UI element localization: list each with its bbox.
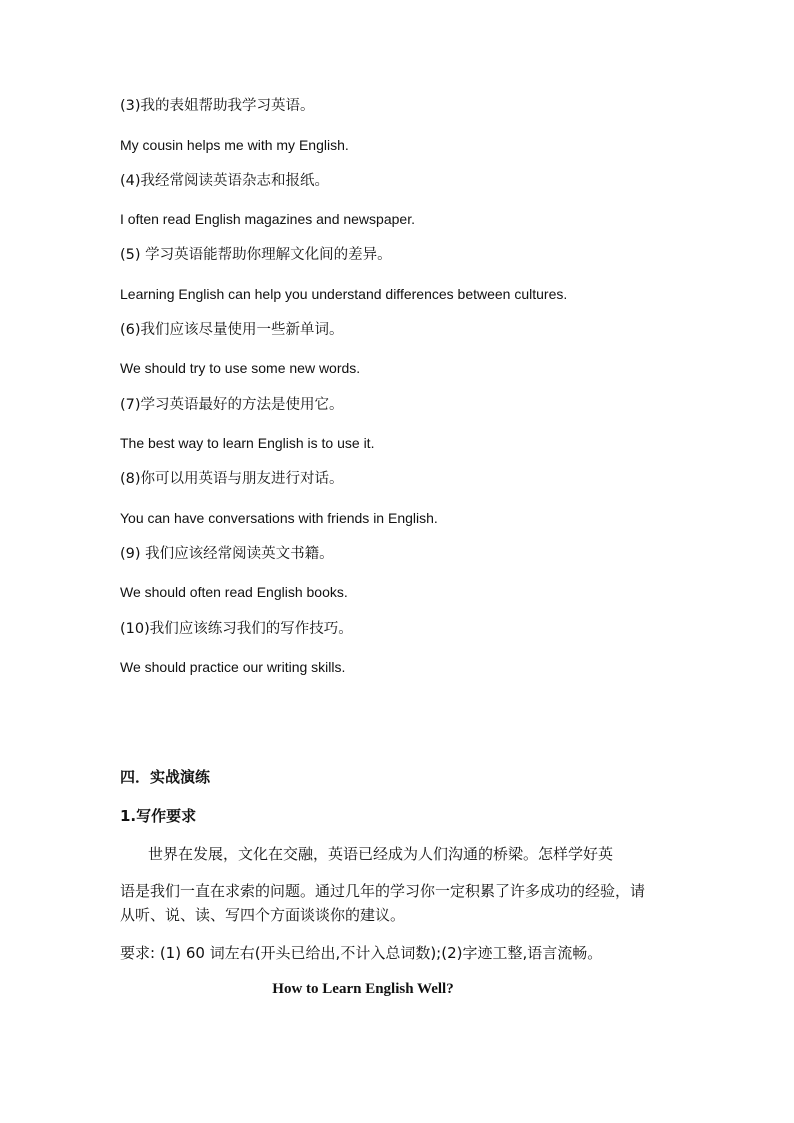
sentence-3-en: My cousin helps me with my English. [120,137,349,153]
sentence-5-en: Learning English can help you understand differences between cultures. [120,286,568,302]
sentence-7-en: The best way to learn English is to use it. [120,435,375,451]
sentence-3-zh: (3)我的表姐帮助我学习英语。 [120,98,315,114]
sentence-6-zh: (6)我们应该尽量使用一些新单词。 [120,322,344,338]
sentence-8-zh: (8)你可以用英语与朋友进行对话。 [120,471,344,487]
paragraph-line-2: 语是我们一直在求索的问题。通过几年的学习你一定积累了许多成功的经验，请 [120,882,646,900]
sentence-10-en: We should practice our writing skills. [120,659,346,675]
sentence-9-zh: (9) 我们应该经常阅读英文书籍。 [120,546,334,562]
section-subheading: 1.写作要求 [120,807,197,825]
sentence-8-en: You can have conversations with friends in English. [120,510,438,526]
sentence-4-en: I often read English magazines and newspaper. [120,211,415,227]
sentence-6-en: We should try to use some new words. [120,360,361,376]
requirement-text: 要求: (1) 60 词左右(开头已给出,不计入总词数);(2)字迹工整,语言流畅。 [120,944,603,962]
sentence-10-zh: (10)我们应该练习我们的写作技巧。 [120,621,353,637]
sentence-9-en: We should often read English books. [120,584,348,600]
sentence-7-zh: (7)学习英语最好的方法是使用它。 [120,397,344,413]
essay-title: How to Learn English Well? [272,981,454,997]
sentence-4-zh: (4)我经常阅读英语杂志和报纸。 [120,173,330,189]
sentence-5-zh: (5) 学习英语能帮助你理解文化间的差异。 [120,247,392,263]
paragraph-line-1: 世界在发展，文化在交融，英语已经成为人们沟通的桥梁。怎样学好英 [148,845,614,863]
paragraph-line-3: 从听、说、读、写四个方面谈谈你的建议。 [120,906,406,924]
section-heading: 四．实战演练 [120,768,211,786]
